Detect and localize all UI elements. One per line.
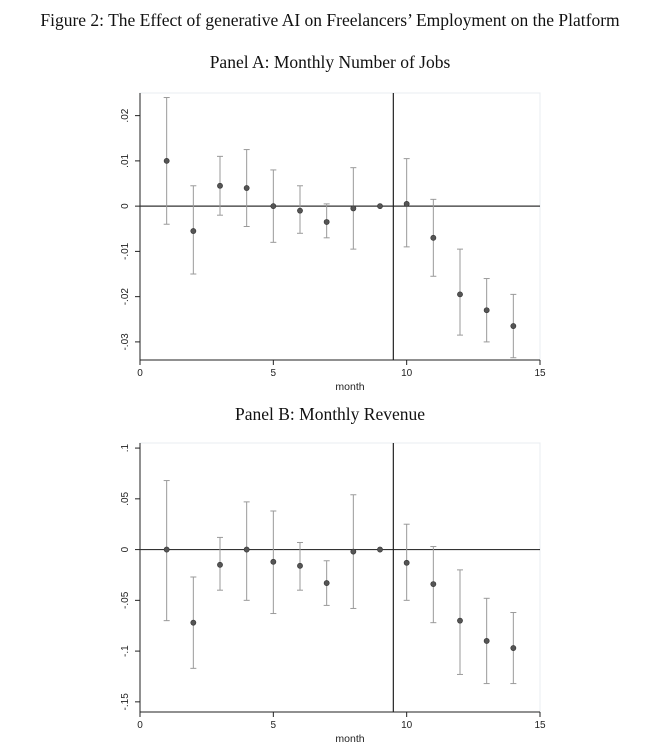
panel-b-y-tick-label: -.05 xyxy=(120,591,131,609)
panel-a-y-tick-label: .02 xyxy=(120,108,131,123)
panel-b-point xyxy=(377,547,382,552)
panel-b-y-tick-label: .05 xyxy=(120,491,131,506)
panel-a-y-tick-label: 0 xyxy=(120,203,131,209)
panel-a-point xyxy=(164,158,169,163)
panel-b-x-tick-label: 5 xyxy=(270,720,277,731)
panel-a-x-tick-label: 10 xyxy=(401,368,413,379)
panel-a-y-tick-label: -.03 xyxy=(120,333,131,351)
panel-b-y-tick-label: -.1 xyxy=(120,645,131,657)
panel-b-point xyxy=(244,547,249,552)
panel-a-point xyxy=(457,292,462,297)
panel-b-title: Panel B: Monthly Revenue xyxy=(234,404,426,424)
panel-b-point xyxy=(297,563,302,568)
panel-a-point xyxy=(511,323,516,328)
panel-b-chart xyxy=(0,440,660,751)
panel-a-point xyxy=(404,201,409,206)
panel-b-point xyxy=(511,645,516,650)
panel-a-point xyxy=(271,204,276,209)
panel-b-plot-area xyxy=(140,443,540,712)
panel-b-y-tick-label: .1 xyxy=(120,443,131,453)
panel-b-y-tick-label: 0 xyxy=(120,546,131,553)
panel-b-point xyxy=(324,580,329,585)
panel-a-x-tick-label: 15 xyxy=(534,368,546,379)
panel-a-x-tick-label: 5 xyxy=(270,368,277,379)
panel-a-title: Panel A: Monthly Number of Jobs xyxy=(209,52,451,72)
panel-b-x-tick-label: 10 xyxy=(401,720,413,731)
panel-a-plot-area xyxy=(140,93,540,360)
panel-a-point xyxy=(297,208,302,213)
panel-a-point xyxy=(217,183,222,188)
panel-b-point xyxy=(217,562,222,567)
panel-b-y-tick-label: -.15 xyxy=(120,693,131,711)
panel-a-point xyxy=(377,204,382,209)
panel-a-point xyxy=(191,228,196,233)
panel-b-point xyxy=(271,559,276,564)
panel-a-point xyxy=(244,185,249,190)
panel-a-point xyxy=(324,219,329,224)
panel-b-point xyxy=(457,618,462,623)
panel-b-point xyxy=(164,547,169,552)
panel-b-point xyxy=(431,581,436,586)
panel-a-x-tick-label: 0 xyxy=(137,368,143,379)
panel-b-x-tick-label: 15 xyxy=(534,720,546,731)
panel-a-y-tick-label: -.02 xyxy=(120,288,131,306)
panel-a-point xyxy=(431,235,436,240)
panel-a-point xyxy=(351,206,356,211)
panel-b-point xyxy=(484,638,489,643)
panel-b-point xyxy=(351,549,356,554)
panel-a-y-tick-label: .01 xyxy=(120,153,131,168)
panel-a-chart xyxy=(0,90,660,400)
panel-b-x-axis-title: month xyxy=(335,733,365,745)
figure-title: Figure 2: The Effect of generative AI on Freelancers’ Employment on the Platform xyxy=(40,10,620,30)
panel-b-point xyxy=(191,620,196,625)
panel-a-y-tick-label: -.01 xyxy=(120,242,131,261)
panel-b-point xyxy=(404,560,409,565)
panel-b-x-tick-label: 0 xyxy=(137,720,143,731)
panel-a-point xyxy=(484,308,489,313)
panel-a-x-axis-title: month xyxy=(335,381,365,393)
